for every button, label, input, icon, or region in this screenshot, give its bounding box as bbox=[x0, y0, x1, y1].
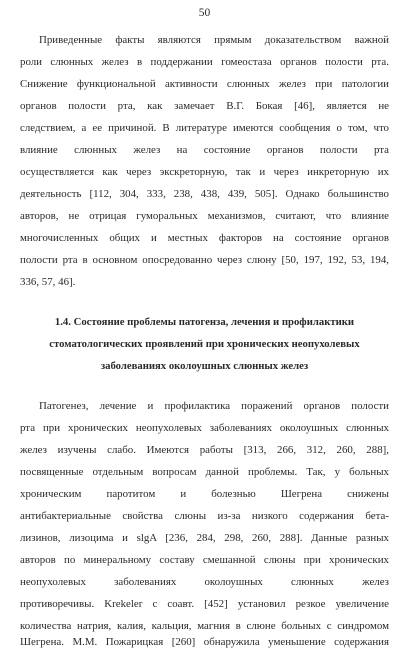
paragraph-line: Приведенные факты являются прямым доказательством важной bbox=[39, 34, 389, 46]
paragraph-line: количества натрия, калия, кальция, магния в слюне больных с синдромом bbox=[20, 620, 389, 632]
section-heading-line: 1.4. Состояние проблемы патогенза, лечения и профилактики bbox=[54, 316, 355, 328]
paragraph-line: полости рта в основном опосредованно через слюну [50, 197, 192, 53, 194, bbox=[20, 254, 389, 266]
paragraph-line: хроническим паротитом и болезнью Шегрена снижены bbox=[20, 488, 389, 500]
paragraph-line: рта при хронических неопухолевых заболеваниях околоушных слюнных bbox=[20, 422, 389, 434]
paragraph-line: Шегрена. М.М. Пожарицкая [260] обнаружила уменьшение содержания bbox=[20, 636, 389, 648]
paragraph-line: лизинов, лизоцима и slgA [236, 284, 298, 260, 288]. Данные разных bbox=[20, 532, 389, 544]
section-heading-line: заболеваниях околоушных слюнных желез bbox=[100, 360, 309, 372]
paragraph-line: авторов, не отрицая гуморальных механизмов, считают, что влияние bbox=[20, 210, 389, 222]
paragraph-line: влияние слюнных желез на состояние органов полости рта bbox=[20, 144, 389, 156]
paragraph-line: Патогенез, лечение и профилактика поражений органов полости bbox=[39, 400, 389, 412]
paragraph-line: авторов по минеральному составу смешанной слюны при хронических bbox=[20, 554, 389, 566]
paragraph-line: желез изучены слабо. Имеются работы [313, 266, 312, 260, 288], bbox=[20, 444, 389, 456]
paragraph-line: посвященные отдельным вопросам данной проблемы. Так, у больных bbox=[20, 466, 389, 478]
paragraph-line: осуществляется как через экскреторную, так и через инкреторную их bbox=[20, 166, 389, 178]
paragraph-line: деятельность [112, 304, 333, 238, 438, 439, 505]. Однако большинство bbox=[20, 188, 389, 200]
paragraph-line: Снижение функциональной активности слюнных желез при патологии bbox=[20, 78, 389, 90]
paragraph-line: роли слюнных желез в поддержании гомеостаза органов полости рта. bbox=[20, 56, 389, 68]
page-number: 50 bbox=[198, 7, 211, 19]
section-heading-line: стоматологических проявлений при хронических неопухолевых bbox=[49, 338, 360, 350]
paragraph-line: органов полости рта, как замечает В.Г. Бокая [46], является не bbox=[20, 100, 389, 112]
paragraph-line: многочисленных общих и местных факторов на состояние органов bbox=[20, 232, 389, 244]
paragraph-line: следствием, а ее причиной. В литературе имеются сообщения о том, что bbox=[20, 122, 389, 134]
paragraph-line: 336, 57, 46]. bbox=[20, 276, 76, 288]
paragraph-line: антибактериальные свойства слюны из-за низкого содержания бета- bbox=[20, 510, 389, 522]
paragraph-line: противоречивы. Krekeler с соавт. [452] установил резкое увеличение bbox=[20, 598, 389, 610]
paragraph-line: неопухолевых заболеваниях околоушных слюнных желез bbox=[20, 576, 389, 588]
